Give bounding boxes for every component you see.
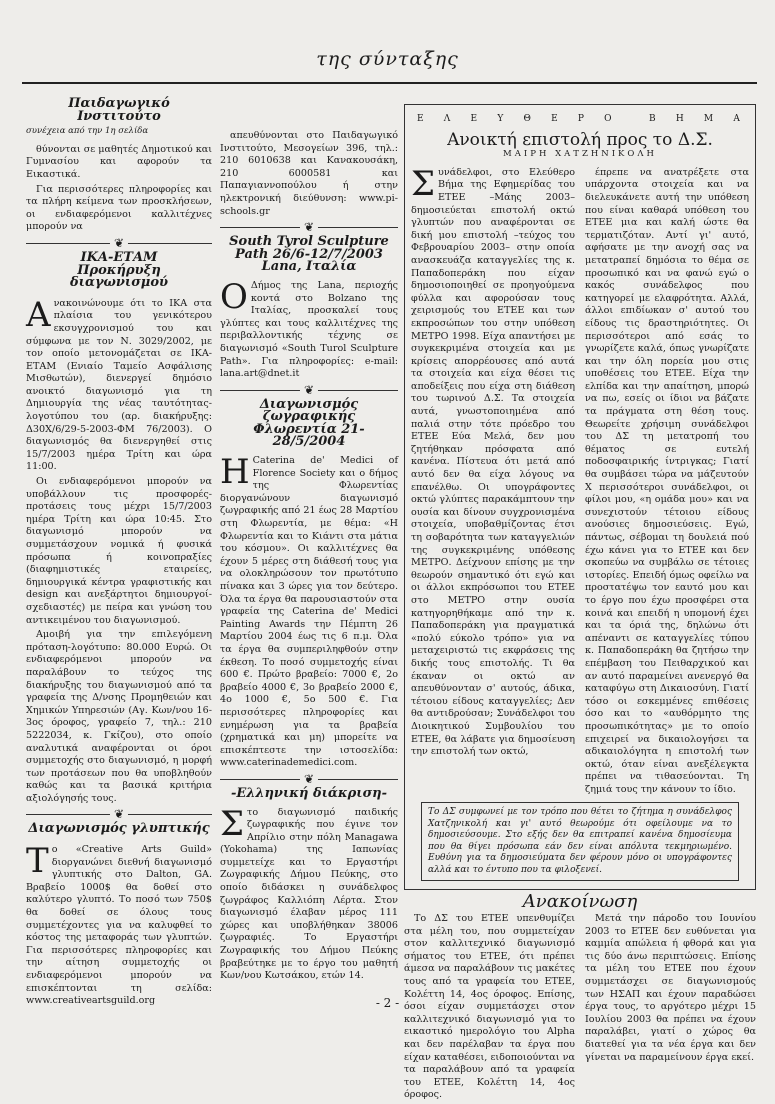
ornament-divider: ❦	[26, 236, 212, 250]
letter-author: ΜΑΙΡΗ ΧΑΤΖΗΝΙΚΟΛΗ	[503, 149, 657, 160]
pi-paragraph-2: Για περισσότερες πληροφορίες και τα πλήρη κείμενα των προσκλήσεων, οι ενδιαφερόμενοι καλλιτέχνες μπορούν να	[26, 183, 212, 233]
header-rule	[22, 82, 757, 84]
announcement-left: Το ΔΣ του ΕΤΕΕ υπενθυμίζει στα μέλη του, που συμμετείχαν στον καλλιτεχνικό διαγωνισμό σήματος του ΕΤΕΕ, ότι πρέπει άμεσα να παραλάβουν τις μακέτες τους από τα γραφεία του ΕΤΕΕ, Κολέττη 14, 4ος όροφος. Επίσης, όσοι είχαν συμμετάσχει στον καλλιτεχνικό διαγωνισμό για το εικαστικό ημερολόγιο του Alpha και δεν παρέλαβαν τα έργα που είχαν καταθέσει, ειδοποιούνται να τα παραλάβουν από τα γραφεία του ΕΤΕΕ, Κολέττη 14, 4ος όροφος.	[404, 913, 575, 1101]
dropcap: H	[220, 452, 250, 493]
page-number: - 2 -	[375, 996, 400, 1010]
page-header: της σύνταξης	[316, 48, 459, 70]
letter-right: έπρεπε να ανατρέξετε στα υπάρχοντα στοιχεία και να διελευκάνετε αυτή την υπόθεση που είναι καθαρά υπόθεση του ΕΤΕΕ μια και καλή ώστε θα τερματιζόταν. Αντί γι' αυτό, αφήσατε με την ανοχή σας να μετατραπεί δημόσια το θέμα σε προσωπικό και να φανώ εγώ ο κακός συνάδελφος που κατηγορεί με ελαφρότητα. Αλλά, άλλοι επιδίωκαν σ' αυτού του είδους τις δραστηριότητες. Οι περισσότεροι από εσάς το γνωρίζετε καλά, όπως γνωρίζατε και την όλη πορεία μου στις υποθέσεις του ΕΤΕΕ. Είχα την ελπίδα και την απαίτηση, μπορώ να πω, εσείς οι ίδιοι να βάζατε τα πράγματα στη θέση τους. Θεωρείτε χρήσιμη συνάδελφοι του ΔΣ τη μετατροπή του θέματος σε ευτελή ποδοσφαιρικής ίντριγκας; Γιατί θα συμβάσει τώρα να μάζευτούν Χ περισσότεροι συνάδελφοι, οι φίλοι μου, «η ομάδα μου» και να συνεχιστούν τέτοιου είδους ανούσιες δημοσιεύσεις. Εγώ, πάντως, σέβομαι τη δουλειά πού έχω κάνει για το ΕΤΕΕ και δεν σκοπεύω να συμβάλω σε τέτοιες ιστορίες. Επειδή όμως οφείλω να προστατέψω τον εαυτό μου και το έργο που έχω προσφέρει στα κοινά και επειδή η υπομονή έχει και τα όριά της, δηλώνω ότι απέναντι σε καταγγελίες τύπου κ. Παπαδοπεράκη θα ζητήσω την επέμβαση του Πειθαρχικού και αν αυτό παραμείνει ανενεργό θα καταφύγω στη Δικαιοσύνη. Γιατί τόσο οι εσκεμμένες επιθέσεις όσο και το «αυθόρμητο της προσωπικότητας» με το οποίο επιχειρεί να δικαιολογήσει τα αδικαιολόγητα η επιστολή των οκτώ, όταν είναι ανεξέλεγκτα πρέπει να τιθασεύονται. Τη ζημιά τους την κάνουν το ίδιο.	[585, 166, 749, 795]
hellenic-paragraph: το διαγωνισμό παιδικής ζωγραφικής που έγινε τον Απρίλιο στην πόλη Managawa (Yokohama) της Ιαπωνίας συμμετείχε και το Εργαστήρι Ζωγραφικής Δήμου Πεύκης, στο οποίο διδάσκει η συνάδελφος ζωγράφος Καλλιόπη Λέρτα. Στον διαγωνισμό έλαβαν μέρος 111 χώρες και υποβλήθηκαν 38006 ζωγραφιές. Το Εργαστήρι Ζωγραφικής του Δήμου Πεύκης βραβεύτηκε με το έργο του μαθητή Κων/νου Κωτσάκου, ετών 14.	[220, 806, 398, 982]
dropcap: Ο	[220, 276, 248, 317]
dropcap: Σ	[220, 803, 245, 844]
ika-paragraph-1: νακοινώνουμε ότι το ΙΚΑ στα πλαίσια του γενικότερου εκσυγχρονισμού του και σύμφωνα με τον Ν. 3029/2002, με τον οποίο μετονομάζεται σε ΙΚΑ-ΕΤΑΜ (Ενιαίο Ταμείο Ασφάλισης Μισθωτών), διενεργεί δημόσιο ανοικτό διαγωνισμό για τη Δημιουργία της νέας ταυτότητας-λογοτύπου του (αρ. διακήρυξης: Δ30Χ/6/29-5-2003-ΦΜ 76/2003). Ο διαγωνισμός θα διενεργηθεί στις 15/7/2003 ημέρα Τρίτη και ώρα 11:00.	[26, 297, 212, 473]
announcement-title: Ανακοίνωση	[522, 891, 638, 913]
column-1	[26, 92, 212, 1010]
hellenic-title: -Ελληνική διάκριση-	[230, 785, 388, 801]
letter-title: Ανοικτή επιστολή προς το Δ.Σ.	[447, 129, 713, 150]
ika-paragraph-2: Οι ενδιαφερόμενοι μπορούν να υποβάλλουν τις προσφορές-προτάσεις τους μέχρι 15/7/2003 ημέρα Τρίτη και ώρα 10:45. Στο διαγωνισμό μπορούν να συμμετάσχουν νομικά ή φυσικά πρόσωπα ή κοινοπραξίες (διαφημιστικές εταιρείες, δημιουργικά κέντρα γραφιστικής και design και ανεξάρτητοι δημιουργοί-σχεδιαστές) με πείρα και γνώση του αντικειμένου του διαγωνισμού.	[26, 476, 212, 626]
announcement-right: Μετά την πάροδο του Ιουνίου 2003 το ΕΤΕΕ δεν ευθύνεται για καμμία απώλεια ή φθορά και για τις δύο άνω περιπτώσεις. Επίσης τα μέλη του ΕΤΕΕ που έχουν συμμετάσχει σε διαγωνισμούς των ΗΣΑΠ και έχουν παραδώσει έργα τους, το αργότερο μέχρι 15 Ιουλίου 2003 θα πρέπει να έχουν παραλάβει, γιατί ο χώρος θα διατεθεί για τα νέα έργα και δεν γίνεται να παραμείνουν έργα εκεί.	[585, 913, 756, 1063]
ornament-divider: ❦	[26, 807, 212, 821]
board-note-box: Το ΔΣ συμφωνεί με τον τρόπο που θέτει το ζήτημα η συνάδελφος Χατζηνικολή και γι' αυτό θεωρούμε ότι οφείλουμε να το δημοσιεύσουμε. Στο εξής δεν θα επιτραπεί κανένα δημοσίευμα που θα θίγει πρόσωπα εάν δεν είναι απόλυτα τεκμηριωμένο. Ευθύνη για τα δημοσιεύματα δεν φέρουν μόνο οι υπογράφοντες αλλά και το έντυπο που τα φιλοξενεί.	[421, 802, 739, 881]
ika-subtitle: Προκήρυξη διαγωνισμού	[69, 262, 169, 291]
glypt-paragraph: ο «Creative Arts Guild» διοργανώνει διεθνή διαγωνισμό γλυπτικής στο Dalton, GA. Βραβείο 1000$ θα δοθεί στο καλύτερο γλυπτό. Το ποσό των 750$ θα δοθεί σε όλους τους συμμετέχοντες για να καλυφθεί το κόστος της μεταφοράς των γλυπτών. Για περισσότερες πληροφορίες και την αίτηση συμμετοχής οι ενδιαφερόμενοι μπορούν να επισκέπτονται τη σελίδα: www.creativeartsguild.org	[26, 844, 212, 1007]
ornament-divider: ❦	[220, 772, 398, 786]
eleuthero-vima-header: Ε Λ Ε Υ Θ Ε Ρ Ο Β Η Μ Α	[417, 114, 743, 124]
glypt-title: Διαγωνισμός γλυπτικής	[28, 821, 210, 837]
continuation-note: συνέχεια από την 1η σελίδα	[26, 126, 149, 137]
open-letter-frame	[404, 104, 756, 890]
dropcap: Σ	[411, 163, 436, 204]
ika-title: ΙΚΑ-ΕΤΑΜ	[80, 249, 158, 265]
letter-body	[411, 163, 749, 799]
ornament-divider: ❦	[220, 220, 398, 234]
pi-paragraph-1: θύνονται σε μαθητές Δημοτικού και Γυμνασίου και αφορούν τα Εικαστικά.	[26, 143, 212, 180]
column-3	[404, 104, 756, 1104]
ika-paragraph-3: Αμοιβή για την επιλεγόμενη πρόταση-λογότυπο: 80.000 Ευρώ. Οι ενδιαφερόμενοι μπορούν να παραλάβουν το τεύχος της διακήρυξης του διαγωνισμού από τα γραφεία της Δ/νσης Προμηθειών και Χημικών Υπηρεσιών (Αγ. Κων/νου 16-3ος όροφος, γραφείο 7, τηλ.: 210 5222034, κ. Γκίζου), στο οποίο αναλυτικά αναφέρονται οι όροι συμμετοχής στο διαγωνισμό, η μορφή των προτάσεων που θα υποβληθούν καθώς και τα βασικά κριτήρια αξιολόγησής τους.	[26, 629, 212, 804]
pi-paragraph-cont: απευθύνονται στο Παιδαγωγικό Ινστιτούτο, Μεσογείων 396, τηλ.: 210 6010638 και Κανακουσάκη, 210 6000581 και Παπαγιαννοπούλου ή στην ηλεκτρονική διεύθυνση: www.pi-schools.gr	[220, 130, 398, 217]
pi-title: Παιδαγωγικό Ινστιτούτο	[68, 96, 170, 124]
dropcap: Α	[26, 294, 51, 335]
column-2	[220, 130, 398, 985]
florence-title: Διαγωνισμός ζωγραφικής Φλωρεντία 21-28/5/2004	[253, 396, 365, 450]
letter-left: υνάδελφοι, στο Ελεύθερο Βήμα της Εφημερίδας του ΕΤΕΕ –Μάης 2003– δημοσιεύεται επιστολή οκτώ γλυπτών που αναφέρονται σε δική μου επιστολή –τεύχος του Φεβρουαρίου 2003– στην οποία ανασκευάζα καταγγελίες της κ. Παπαδοπεράκη που είχαν δημοσιοποιηθεί σε προηγούμενα φύλλα και αφορούσαν τους χειρισμούς του ΕΤΕΕ και των εκπροσώπων του στην υπόθεση ΜΕΤΡΟ 1998. Είχα απαντήσει με συγκεκριμένα στοιχεία και με κρίσεις απορρέουσες από αυτά τα στοιχεία και είχα θέσει τις αποδείξεις που είχα στη διάθεση του τωρινού Δ.Σ. Τα στοιχεία αυτά, γνωστοποιημένα από παλιά στην τότε πρόεδρο του ΕΤΕΕ Εύα Μελά, δεν μου ζητήθηκαν πρόσφατα από κανένα. Πίστευα ότι μετά από αυτό δεν θα είχα λόγους να επανέλθω. Οι υπογράφοντες οκτώ γλύπτες παρακάμπτουν την ουσία και δίνουν συγχρονισμένα στοιχεία, υποβαθμίζοντας έτσι τη σοβαρότητα των καταγγελιών της συγκεκριμένης υπόθεσης ΜΕΤΡΟ. Δείχνουν επίσης με την θεωρούν σημαντικό ότι εγώ και οι άλλοι εκπρόσωποι του ΕΤΕΕ στο ΜΕΤΡΟ στην ουσία κατηγορηθήκαμε από την κ. Παπαδοπεράκη για πραγματικά «πολύ εύκολο τρόπο» για να μεταχειριστώ τις εκφράσεις της δικής τους επιστολής. Τι θα έκαναν οι οκτώ αν απευθύνονταν σ' αυτούς, άδικα, τέτοιου είδους καταγγελίες; Δεν θα αντιδρούσαν; Συνάδελφοι του Διοικητικού Συμβουλίου του ΕΤΕΕ, θα λάβατε για δημοσίευση την επιστολή των οκτώ,	[411, 166, 575, 758]
florence-paragraph: Caterina de' Medici of Florence Society και ο δήμος της Φλωρεντίας διοργανώνουν διαγωνισμό ζωγραφικής από 21 έως 28 Μαρτίου στη Φλωρεντία, με θέμα: «Η Φλωρεντία και το Κιάντι στα μάτια του κόσμου». Οι καλλιτέχνες θα έχουν 5 μέρες στη διάθεσή τους για να ολοκληρώσουν τον πρωτότυπο πίνακα και 3 ώρες για τον δεύτερο. Όλα τα έργα θα παρουσιαστούν στα γραφεία της Caterina de' Medici Painting Awards την Πέμπτη 26 Μαρτίου 2004 έως τις 6 π.μ. Όλα τα έργα θα συμπεριληφθούν στην έκθεση. Το ποσό συμμετοχής είναι 600 €. Πρώτο βραβείο: 7000 €, 2ο βραβείο 4000 €, 3ο βραβείο 2000 €, 4ο 1000 €, 5ο 500 €. Για περισσότερες πληροφορίες και ενημέρωση για τα βραβεία (χρηματικά και μη) μπορείτε να επισκέπτεστε την ιστοσελίδα: www.caterinademedici.com.	[220, 455, 398, 769]
ornament-divider: ❦	[220, 383, 398, 397]
tyrol-title: South Tyrol Sculpture Path 26/6-12/7/2003 Lana, Ιταλία	[229, 234, 389, 275]
tyrol-paragraph: Δήμος της Lana, περιοχής κοντά στο Bolzano της Ιταλίας, προσκαλεί τους γλύπτες και τους καλλιτέχνες της περιβαλλοντικής τέχνης σε διαγωνισμό «South Turol Sculpture Path». Για πληροφορίες: e-mail: lana.art@dnet.it	[220, 279, 398, 380]
dropcap: Τ	[26, 841, 49, 882]
